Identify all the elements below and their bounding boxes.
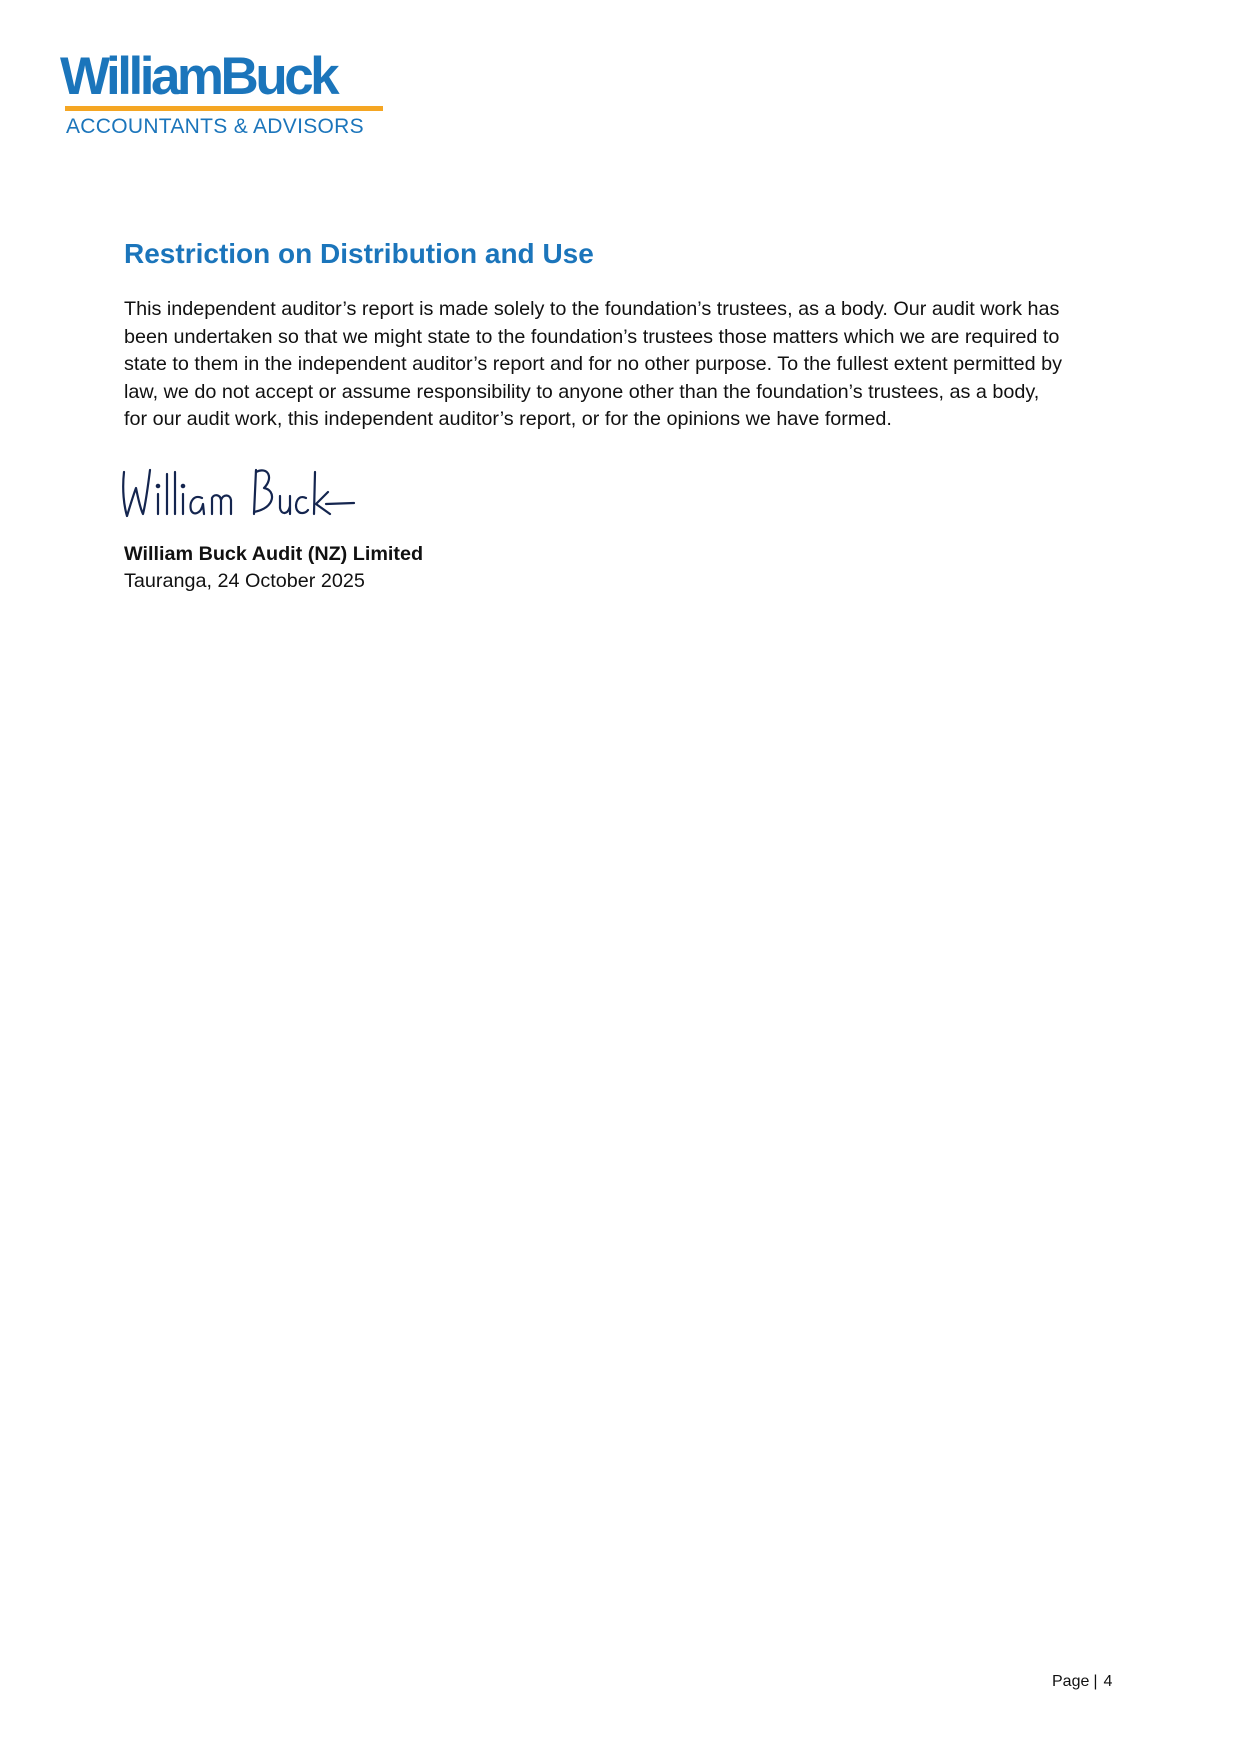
logo-underline	[65, 106, 383, 111]
william-buck-logo	[60, 46, 390, 146]
restriction-paragraph	[124, 296, 1134, 434]
paragraph-line: been undertaken so that we might state to the foundation’s trustees those matters which we are required to	[124, 325, 1060, 348]
page-separator: |	[1093, 1673, 1098, 1690]
william-buck-logo-graphic	[60, 46, 390, 146]
paragraph-line: law, we do not accept or assume responsibility to anyone other than the foundation’s trustees, as a body,	[124, 380, 1040, 403]
signature-graphic	[118, 460, 358, 532]
paragraph-line: for our audit work, this independent auditor’s report, or for the opinions we have formed.	[124, 408, 892, 430]
page-number: 4	[1103, 1673, 1113, 1690]
page-number-footer	[1052, 1672, 1112, 1692]
logo-tagline: ACCOUNTANTS & ADVISORS	[66, 115, 364, 138]
paragraph-line: state to them in the independent auditor’s report and for no other purpose. To the fullest extent permitted by	[124, 353, 1063, 375]
auditor-firm-name: William Buck Audit (NZ) Limited	[124, 543, 424, 565]
section-heading: Restriction on Distribution and Use	[124, 238, 594, 269]
paragraph-line: This independent auditor’s report is made solely to the foundation’s trustees, as a body. Our audit work has	[124, 298, 1060, 320]
handwritten-signature	[118, 460, 358, 532]
page-label: Page	[1052, 1673, 1090, 1690]
logo-wordmark: WilliamBuck	[60, 47, 337, 106]
signing-place-date: Tauranga, 24 October 2025	[124, 570, 365, 592]
